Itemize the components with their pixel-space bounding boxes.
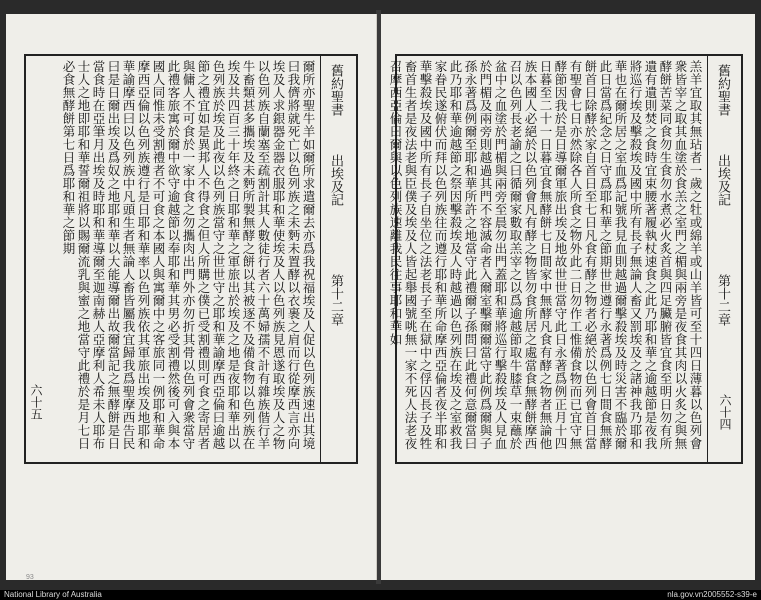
right-header-title: 舊約聖書 [715, 64, 730, 116]
left-header-chapter: 第十二章 [328, 274, 343, 326]
left-header-book: 出埃及記 [328, 154, 343, 206]
right-header-divider [707, 54, 708, 464]
pencil-note: 93 [26, 574, 34, 581]
right-page-body: 羔羊宜取其無玷者一歲之牡或綿羊或山羊皆可至十四日薄暮以色列會衆皆宰之取其血塗於食羔之室門之楣與兩旁是夜食其肉以火炙之與無酵餅苦菜同食勿生食勿水煮必火炙首與四足臟腑皆宜食至明日勿有所遺有遺則焚之食時宜束腰著履執杖速食之此乃耶和華之逾越節是夜我將巡行埃及擊殺埃及國中所有長子無論人畜又罰埃及之諸神我乃耶和華也在爾所居之室血爲記號我見血則越過爾擊殺埃及時災害不臨於爾此日當爲紀念之日守爲耶和華之節期世世遵行永著爲例七日間食無酵餅首日除酵於家自首日至七日凡食有酵之物者必絕於以色列會首日當有聖會七日亦然除各人所食之物外此二日勿作工惟備食物而已宜守無酵節因我於是日導爾軍旅出埃及地故世世當守此日永著爲例正月十四日暮至二十一日暮宜食無酵餅七日間家中無酵凡食有酵之物者無論他族本國人必絕於以色列會凡有酵之物皆勿食所居之處當食無酵餅摩西召以色列長老諭之曰循爾家數取羔宰之以爲逾越節取牛膝草一束蘸於盆中之血塗於門楣與兩旁至晨勿出門蓋耶和華將巡行擊殺埃及人見血於門楣及兩旁則越過其門不容滅命者入爾室擊爾爾當守此例爲爾與子孫永著爲例爾至耶和華所許之地當守此禮爾子孫問曰此禮何意爾當曰此乃耶和華逾越節之祭因擊殺埃及人時越過以色列族在埃及之室救我家眷民遂俯伏而拜以色列族往而遵行耶和華所命摩西亞倫者夜半耶和華擊殺埃及國中所有長子自坐位之法老長子至在獄中之俘囚長子及牲畜首生者是夜法老與臣僕及埃及人皆起舉國號咷無一家不死人法老夜召摩西亞倫曰爾與以色列族速離我民往事耶和華如 [388, 60, 703, 450]
right-page [381, 14, 755, 580]
left-page-number: 六十五 [29, 384, 43, 420]
left-page [6, 14, 377, 580]
right-header-chapter: 第十二章 [715, 274, 730, 326]
left-header-divider [320, 54, 321, 464]
footer-library-name: National Library of Australia [4, 590, 102, 599]
right-page-number: 六十四 [718, 394, 732, 430]
footer-identifier: nla.gov.vn2005552-s39-e [667, 590, 757, 599]
left-header-title: 舊約聖書 [328, 64, 343, 116]
footer-bar [0, 590, 761, 600]
right-header-book: 出埃及記 [715, 154, 730, 206]
left-page-body: 爾所亦聖牛羊如爾所求遣爾去亦爲我祝福埃及人促以色列族速出其境曰我儕將就死亡以色列族之未麪未置酵以衣裹之肩而行從摩西言亦向埃及人求銀器金器衣服耶和華使埃及人以色列族見恩遂取埃及人之物以色列族自蘭塞至疏割計其人數徒行者六十萬婦孺不計有雜族偕行羊牛畜類甚多攜埃及未麪所製無酵之餅以其被逐不及備食物以色列族在埃及共四百三十年終之日耶和華之軍旅出於埃及之地是夜耶和華出以色列族於埃及此夜以色列族當守之世世守之耶和華諭摩西亞倫曰逾越節之禮宜如是異邦人不得食之但人所購之僕已受割禮則可食之寄居者與傭人不可食於一家中食之勿攜肉出門外亦勿折其骨以色列會衆當守此禮客旅寓於爾中欲守逾越節以奉耶和華其男必受割禮然後可入與本國人同惟未受割禮者不可食之本國人與寓爾中之客旅同一例耶和華命摩西亞倫以色列族遵行是日耶和華率以色列族依其軍旅出埃及地耶和華諭摩西曰以色列族中凡頭生者無論人畜皆屬我宜歸我爲聖摩西告民曰是日爾出埃及爲奴之地耶和華以大能導爾出故爾當記之無酵餅是日當食時在亞筆月出埃及時耶和華導爾至迦南赫人亞摩利人希未人耶布士人之地即耶和華誓爾祖將以賜爾流乳與蜜之地當守此禮於是月七日必食無酵餅第七日爲耶和華之節期 [61, 60, 316, 450]
